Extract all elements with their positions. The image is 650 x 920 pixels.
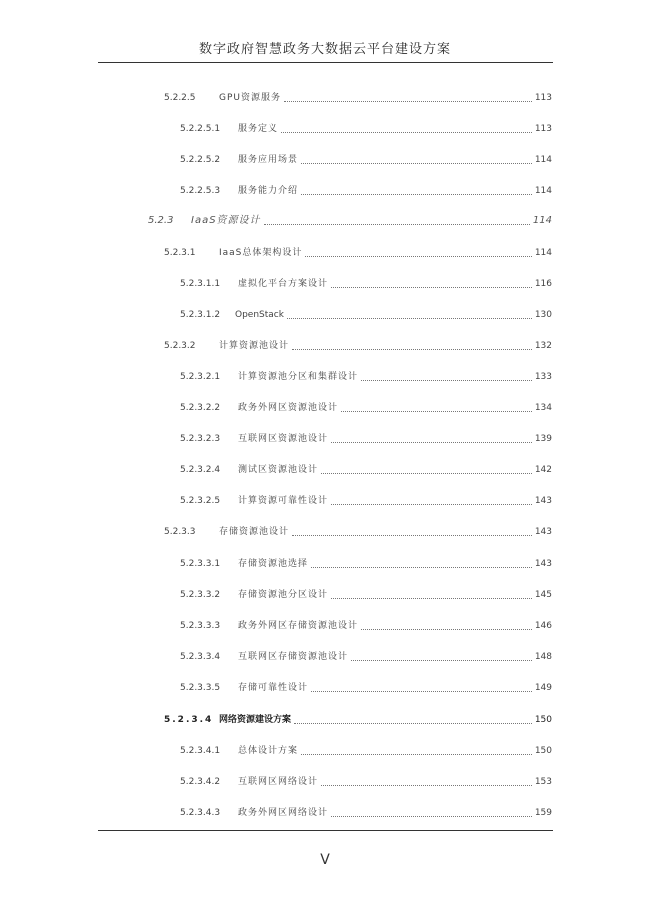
toc-entry-5-2-3-4-2[interactable] [180,772,552,788]
toc-entry-page: 142 [534,465,552,475]
toc-entry-page: 153 [534,777,552,787]
toc-entry-number: 5.2.3.4.1 [180,746,221,756]
toc-entry-page: 114 [534,155,552,165]
toc-entry-5-2-3-3-2[interactable] [180,585,552,601]
toc-entry-5-2-3-1-1[interactable] [180,274,552,290]
toc-entry-number: 5.2.3.2.2 [180,403,221,413]
toc-entry-number: 5.2.2.5.1 [180,124,221,134]
toc-entry-number: 5.2.3.3.3 [180,621,221,631]
toc-entry-page: 114 [534,248,552,258]
toc-entry-5-2-3-3-3[interactable] [180,616,552,632]
toc-dot-leader [311,681,532,692]
toc-dot-leader [361,370,532,381]
toc-entry-number: 5.2.3.4.3 [180,808,221,818]
toc-entry-page: 143 [534,527,552,537]
toc-entry-title: 政务外网区资源池设计 [238,403,339,413]
toc-entry-page: 130 [534,310,552,320]
page-header-title: 数字政府智慧政务大数据云平台建设方案 [198,42,451,57]
toc-entry-5-2-3-3-1[interactable] [180,554,552,570]
toc-entry-number: 5.2.3.3.2 [180,590,221,600]
toc-entry-title: 存储资源池设计 [219,527,290,537]
toc-entry-page: 113 [534,124,552,134]
toc-entry-title: 互联网区网络设计 [238,777,319,787]
page-number: V [320,852,330,868]
toc-entry-page: 150 [534,746,552,756]
toc-entry-title: OpenStack [235,310,284,320]
toc-entry-title: 存储可靠性设计 [238,683,309,693]
toc-entry-number: 5.2.3.4 [164,715,214,725]
toc-dot-leader [281,122,532,133]
toc-entry-page: 132 [534,341,552,351]
toc-entry-title: 互联网区存储资源池设计 [238,652,349,662]
toc-entry-5-2-3-4-3[interactable] [180,803,552,819]
toc-entry-title: 测试区资源池设计 [238,465,319,475]
toc-entry-number: 5.2.3.2.4 [180,465,221,475]
toc-entry-page: 134 [534,403,552,413]
toc-entry-5-2-3-2[interactable] [164,336,552,352]
toc-entry-5-2-3-2-1[interactable] [180,367,552,383]
toc-entry-title: IaaS资源设计 [191,215,261,226]
toc-dot-leader [331,432,532,443]
toc-entry-number: 5.2.3.2.5 [180,496,221,506]
toc-entry-number: 5.2.3.1 [164,248,196,258]
toc-entry-number: 5.2.3.1.1 [180,279,221,289]
toc-entry-number: 5.2.2.5.2 [180,155,221,165]
toc-entry-page: 149 [534,683,552,693]
toc-entry-page: 116 [534,279,552,289]
toc-entry-title: 网络资源建设方案 [219,715,292,725]
toc-dot-leader [294,713,532,724]
toc-entry-5-2-3-4-1[interactable] [180,741,552,757]
toc-entry-title: 服务能力介绍 [238,186,299,196]
toc-entry-page: 114 [534,186,552,196]
toc-entry-page: 145 [534,590,552,600]
toc-entry-page: 113 [534,93,552,103]
toc-entry-5-2-3-1-2[interactable] [180,305,552,321]
toc-entry-5-2-3-3[interactable] [164,522,552,538]
toc-dot-leader [331,494,532,505]
toc-entry-number: 5.2.2.5 [164,93,196,103]
toc-dot-leader [301,184,532,195]
toc-entry-number: 5.2.3.3.4 [180,652,221,662]
toc-entry-page: 148 [534,652,552,662]
toc-entry-page: 114 [532,215,552,226]
toc-dot-leader [301,153,532,164]
toc-entry-5-2-3-2-5[interactable] [180,491,552,507]
toc-dot-leader [264,214,530,225]
toc-entry-page: 150 [534,715,552,725]
toc-dot-leader [301,744,532,755]
toc-entry-page: 139 [534,434,552,444]
toc-entry-5-2-3-4[interactable] [164,710,552,726]
toc-dot-leader [341,401,532,412]
toc-entry-title: IaaS总体架构设计 [219,248,303,258]
toc-entry-5-2-2-5-3[interactable] [180,181,552,197]
toc-dot-leader [331,588,532,599]
toc-entry-number: 5.2.3.2.1 [180,372,221,382]
toc-entry-5-2-3-2-3[interactable] [180,429,552,445]
toc-entry-title: 服务应用场景 [238,155,299,165]
toc-entry-page: 143 [534,496,552,506]
toc-entry-title: 计算资源池设计 [219,341,290,351]
toc-entry-title: 互联网区资源池设计 [238,434,329,444]
toc-dot-leader [351,650,532,661]
toc-entry-title: 虚拟化平台方案设计 [238,279,329,289]
toc-entry-title: 存储资源池选择 [238,559,309,569]
toc-dot-leader [284,91,532,102]
toc-dot-leader [292,339,532,350]
toc-entry-5-2-3-3-5[interactable] [180,678,552,694]
toc-entry-number: 5.2.3.3.5 [180,683,221,693]
toc-entry-title: 总体设计方案 [238,746,299,756]
toc-dot-leader [292,525,532,536]
toc-entry-title: 政务外网区存储资源池设计 [238,621,359,631]
toc-entry-page: 146 [534,621,552,631]
toc-entry-title: 计算资源可靠性设计 [238,496,329,506]
toc-entry-number: 5.2.2.5.3 [180,186,221,196]
toc-dot-leader [311,557,532,568]
toc-entry-number: 5.2.3.2 [164,341,196,351]
toc-entry-page: 133 [534,372,552,382]
toc-entry-5-2-2-5-1[interactable] [180,119,552,135]
toc-entry-5-2-3-2-4[interactable] [180,460,552,476]
toc-dot-leader [321,775,532,786]
toc-entry-5-2-2-5-2[interactable] [180,150,552,166]
toc-entry-number: 5.2.3.1.2 [180,310,221,320]
toc-dot-leader [331,806,532,817]
toc-entry-page: 159 [534,808,552,818]
toc-entry-5-2-3-3-4[interactable] [180,647,552,663]
toc-dot-leader [305,246,531,257]
toc-dot-leader [361,619,532,630]
toc-entry-number: 5.2.3.2.3 [180,434,221,444]
toc-entry-title: GPU资源服务 [219,93,281,103]
toc-entry-title: 计算资源池分区和集群设计 [238,372,359,382]
toc-dot-leader [331,277,532,288]
toc-dot-leader [321,463,532,474]
toc-entry-title: 政务外网区网络设计 [238,808,329,818]
footer-rule [98,830,553,831]
toc-entry-page: 143 [534,559,552,569]
toc-entry-5-2-3-2-2[interactable] [180,398,552,414]
toc-entry-number: 5.2.3.4.2 [180,777,221,787]
toc-entry-5-2-2-5[interactable] [164,88,552,104]
toc-entry-number: 5.2.3.3.1 [180,559,221,569]
toc-entry-title: 服务定义 [238,124,279,134]
toc-entry-title: 存储资源池分区设计 [238,590,329,600]
toc-dot-leader [287,308,532,319]
toc-entry-5-2-3[interactable] [148,211,552,227]
toc-entry-number: 5.2.3.3 [164,527,196,537]
toc-entry-5-2-3-1[interactable] [164,243,552,259]
toc-entry-number: 5.2.3 [148,215,174,226]
